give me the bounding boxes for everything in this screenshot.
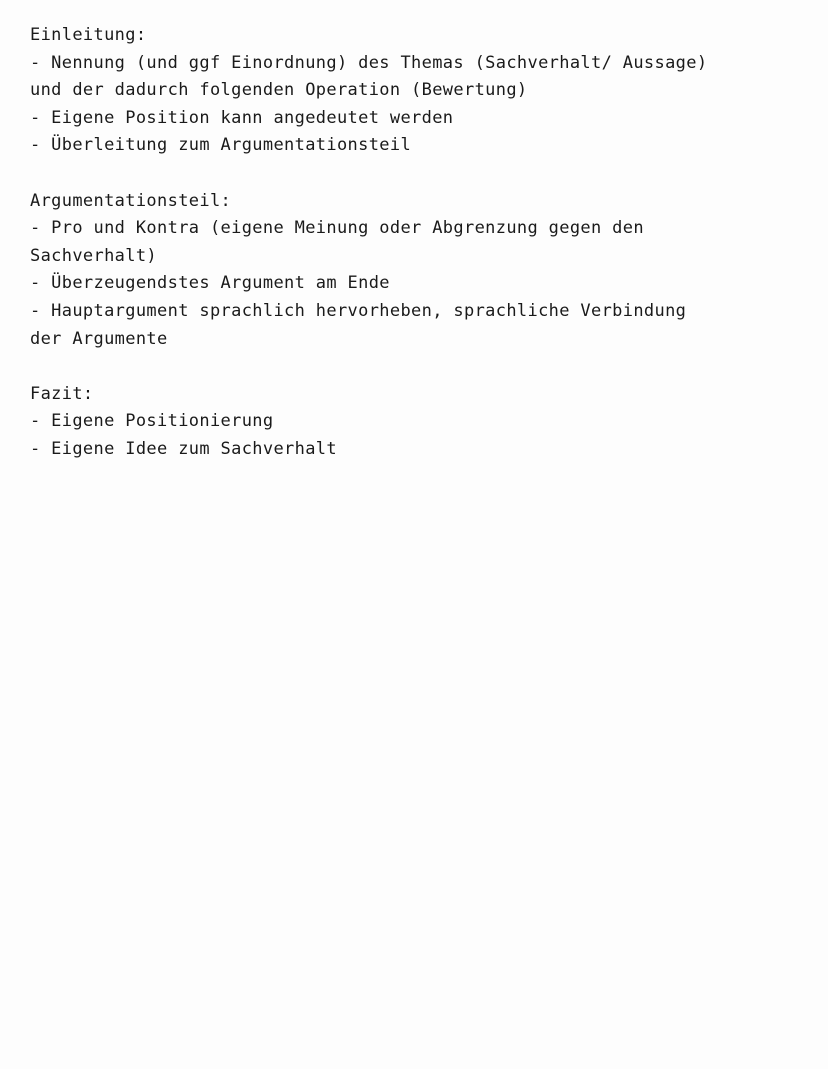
section-argumentationsteil (30, 188, 810, 354)
section-heading: Einleitung: (30, 25, 147, 45)
text-line: - Hauptargument sprachlich hervorheben, sprachliche Verbindung (30, 300, 687, 321)
text-line: - Überzeugendstes Argument am Ende (30, 273, 390, 294)
text-line: - Überleitung zum Argumentationsteil (30, 135, 412, 156)
document-body (30, 22, 810, 491)
text-line: - Pro und Kontra (eigene Meinung oder Abgrenzung gegen den (30, 218, 644, 239)
section-fazit (30, 381, 810, 464)
text-line: - Eigene Idee zum Sachverhalt (30, 438, 337, 459)
text-line: - Eigene Position kann angedeutet werden (30, 107, 454, 128)
text-line: - Nennung (und ggf Einordnung) des Themas (Sachverhalt/ Aussage) (30, 52, 708, 73)
section-einleitung (30, 22, 810, 160)
text-line: - Eigene Positionierung (30, 411, 274, 432)
section-heading: Argumentationsteil: (30, 190, 232, 211)
text-line: Sachverhalt) (30, 245, 158, 266)
text-line: der Argumente (30, 328, 168, 349)
text-line: und der dadurch folgenden Operation (Bewertung) (30, 80, 528, 101)
section-heading: Fazit: (30, 383, 94, 404)
